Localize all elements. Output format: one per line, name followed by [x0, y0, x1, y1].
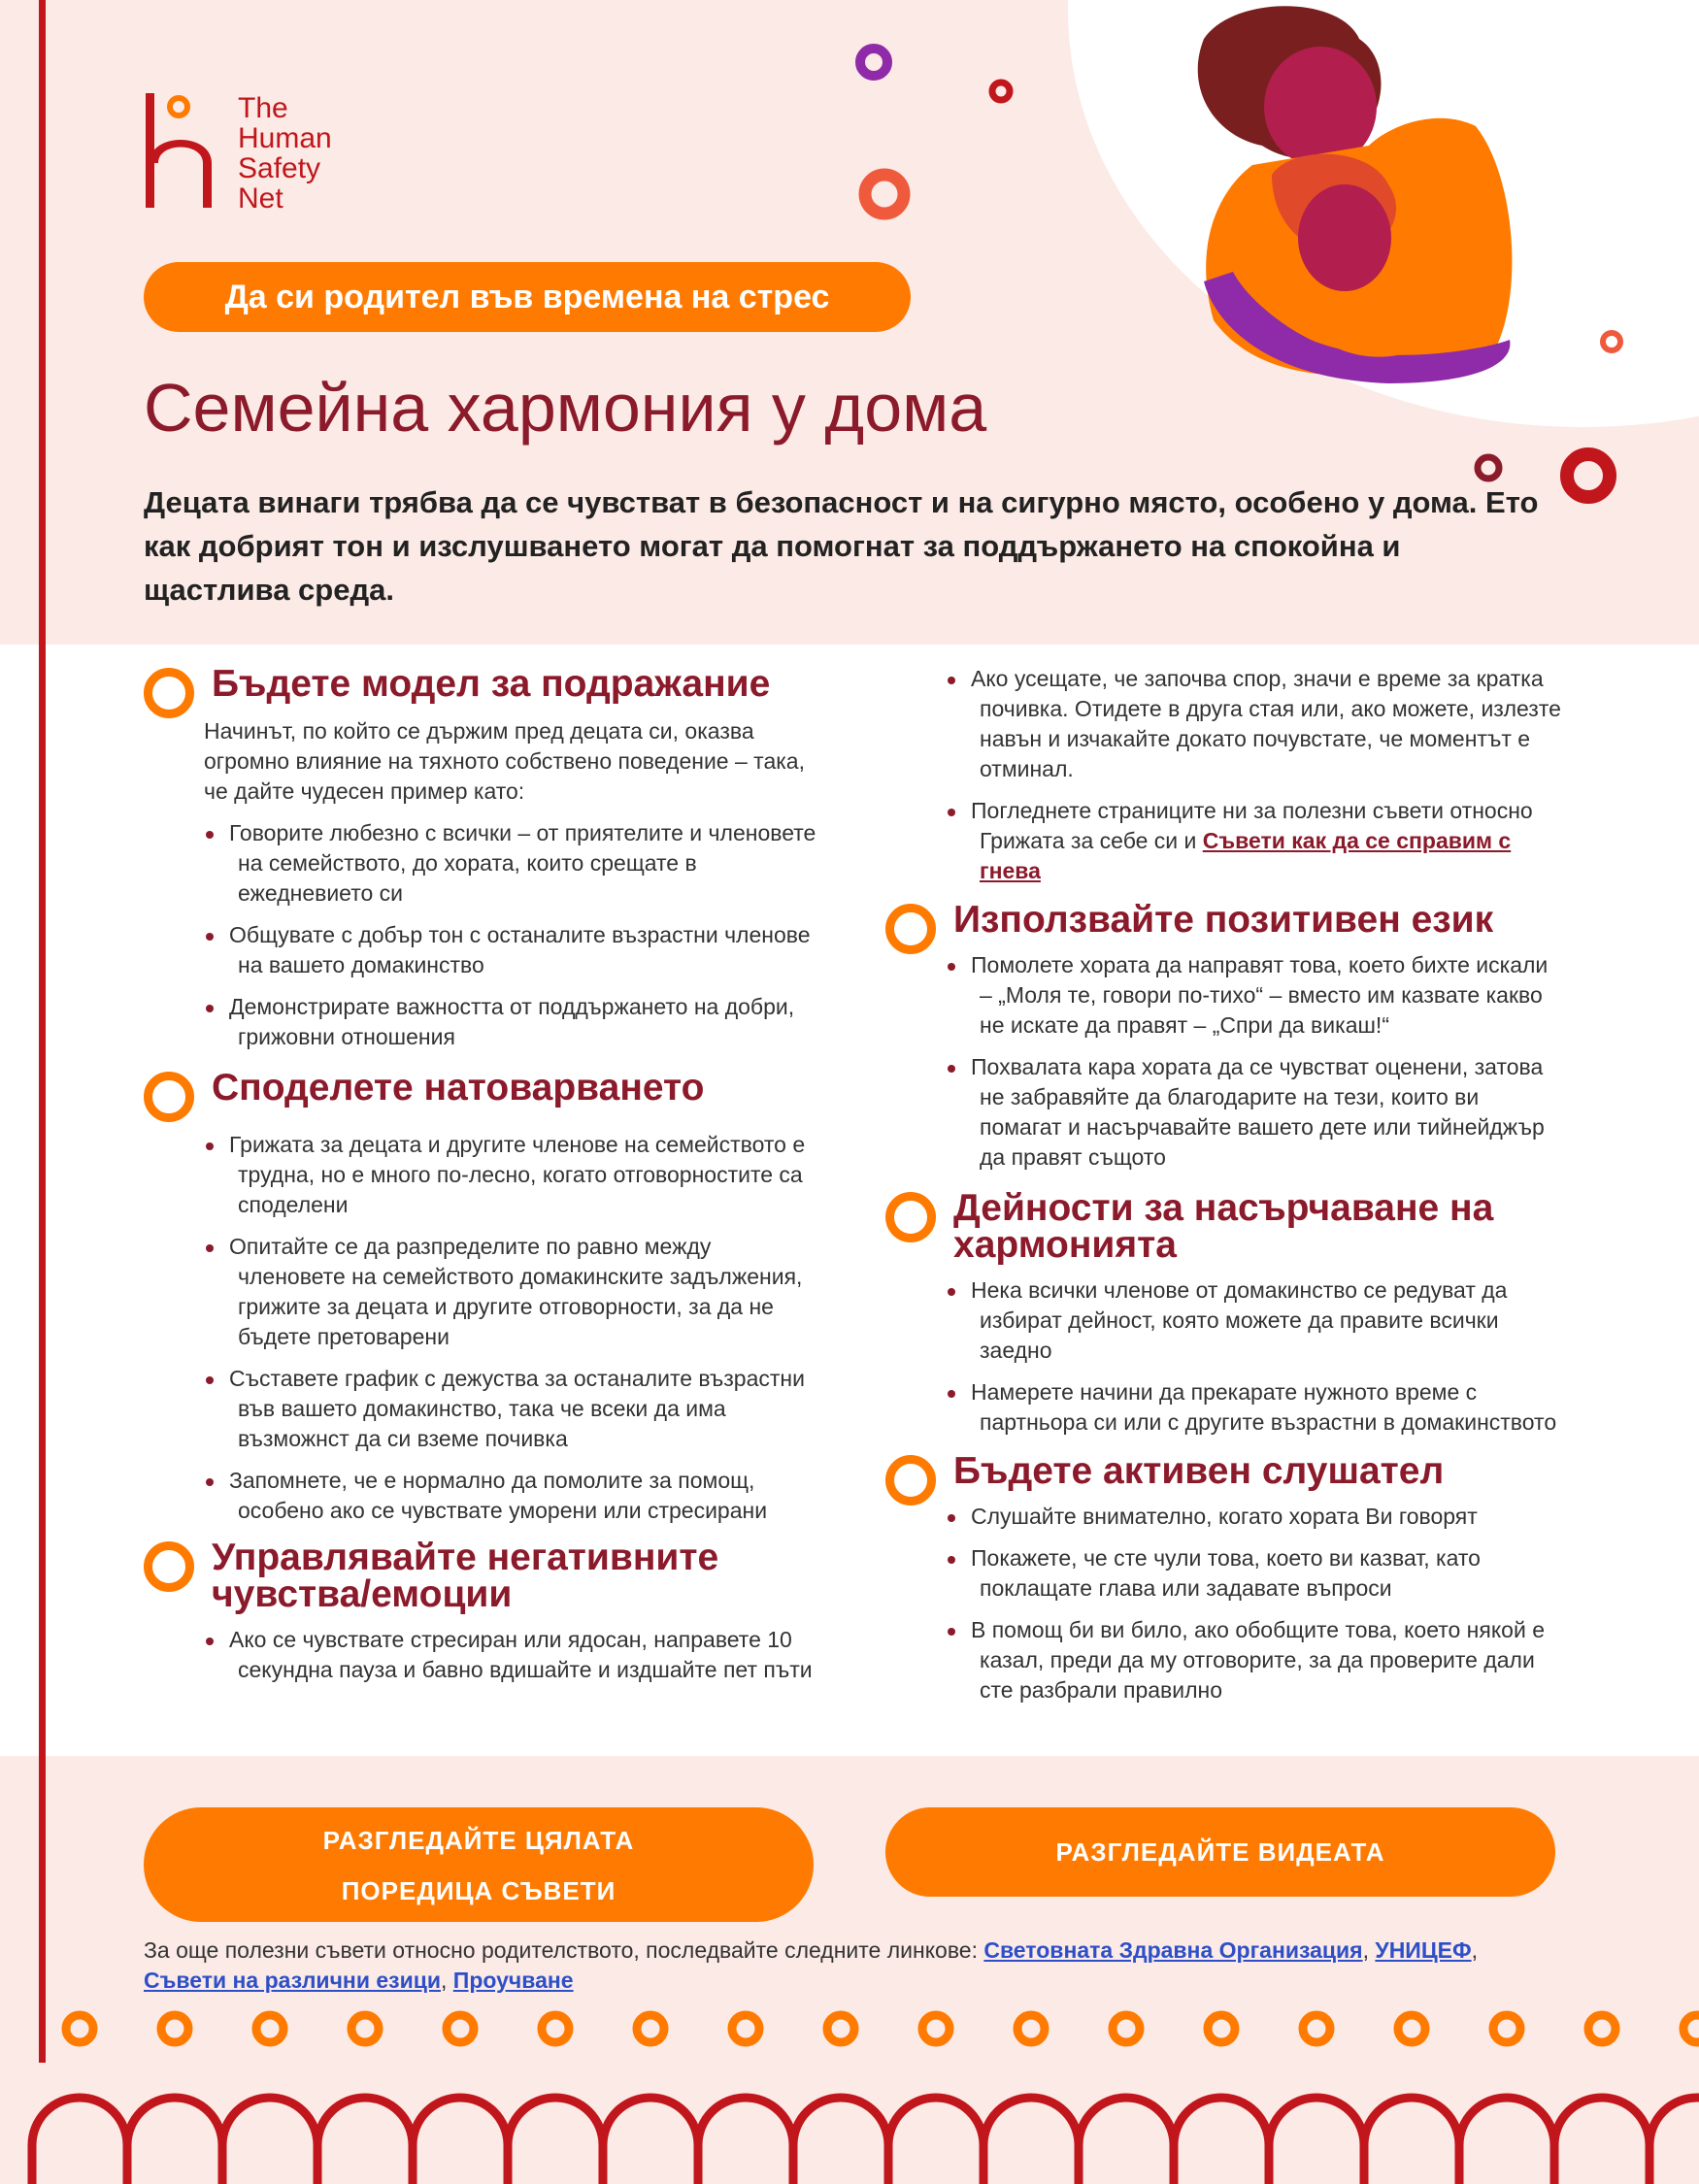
bullet-list	[144, 1625, 823, 1685]
page-title: Семейна хармония у дома	[144, 370, 987, 446]
decorative-ring	[1303, 2015, 1330, 2042]
section-title: Бъдете модел за подражание	[212, 663, 771, 705]
bullet-list	[144, 818, 823, 1052]
right-column	[885, 666, 1565, 1705]
section-title: Управлявайте негативните чувства/емоции	[212, 1537, 719, 1615]
list-item: В помощ би ви било, ако обобщите това, което някой е казал, преди да му отговорите, за да проверите дали сте разбрали правилно	[885, 1615, 1565, 1705]
list-item: Ако усещате, че започва спор, значи е време за кратка почивка. Отидете в друга стая или, ако можете, излезте навън и изчакайте докато почувстате, че моментът е отминал.	[885, 664, 1565, 784]
logo-line: The	[238, 92, 288, 124]
list-item: Похвалата кара хората да се чувстват оценени, затова не забравяйте да благодарите на тези, които ви помагат и насърчавайте вашето дете или тийнейджър да правят същото	[885, 1052, 1565, 1173]
section-share-load	[144, 1067, 823, 1526]
intro-paragraph: Децата винаги трябва да се чувстват в безопасност и на сигурно място, особено у дома. Ето как добрият тон и изслушването могат да помогнат за поддържането на спокойна и щастлива среда.	[144, 485, 1539, 607]
decorative-ring	[1208, 2015, 1235, 2042]
who-link[interactable]: Световната Здравна Организация	[983, 1937, 1363, 1963]
section-negative-feelings	[144, 1539, 823, 1685]
decorative-ring	[542, 2015, 569, 2042]
ring-bullet-icon	[885, 1455, 936, 1506]
list-item: Опитайте се да разпределите по равно между членовете на семейството домакинските задължения, грижите за децата и другите отговорности, за да не бъдете претоварени	[144, 1232, 823, 1352]
bullet-list	[885, 1275, 1565, 1438]
decorative-ring	[351, 2015, 379, 2042]
list-item: Намерете начини да прекарате нужното време с партньора си или с другите възрастни в домакинството	[885, 1377, 1565, 1438]
decorative-arch	[508, 2098, 603, 2184]
section-active-listener	[885, 1450, 1565, 1705]
section-title: Бъдете активен слушател	[953, 1450, 1445, 1492]
decorative-ring	[1493, 2015, 1520, 2042]
decorative-arches-footer	[0, 2000, 1699, 2184]
section-positive-language	[885, 899, 1565, 1173]
section-header	[144, 1067, 823, 1118]
ring-bullet-icon	[144, 668, 194, 718]
anger-tips-link[interactable]: Съвети как да се справим с гнева	[980, 828, 1512, 883]
decorative-ring	[66, 2015, 93, 2042]
section-role-model	[144, 663, 823, 1052]
decorative-ring	[1683, 2015, 1699, 2042]
bullet-list	[885, 1502, 1565, 1705]
view-videos-button[interactable]: РАЗГЛЕДАЙТЕ ВИДЕАТА	[885, 1807, 1555, 1897]
list-item: Нека всички членове от домакинство се редуват да избират дейност, която можете да правите всички заедно	[885, 1275, 1565, 1366]
section-harmony-activities	[885, 1187, 1565, 1438]
decorative-ring	[447, 2015, 474, 2042]
list-item: Съставете график с дежуства за останалите възрастни във вашето домакинство, така че всеки да има възможнст да си вземе почивка	[144, 1364, 823, 1454]
section-title: Споделете натоварването	[212, 1067, 705, 1109]
ring-bullet-icon	[885, 904, 936, 954]
decorative-ring	[1017, 2015, 1045, 2042]
list-item-text: Погледнете страниците ни за полезни съвети относно Грижата за себе си и	[971, 798, 1533, 853]
list-item: Демонстрирате важността от поддържането на добри, грижовни отношения	[144, 992, 823, 1052]
logo-line: Human	[238, 122, 332, 154]
left-accent-rule	[39, 0, 46, 2063]
bullet-list	[144, 1130, 823, 1526]
decorative-ring	[1398, 2015, 1425, 2042]
decorative-arch	[793, 2098, 888, 2184]
list-item: Грижата за децата и другите членове на семейството е трудна, но е много по-лесно, когато отговорностите са споделени	[144, 1130, 823, 1220]
section-intro: Начинът, по който се държим пред децата си, оказва огромно влияние на тяхното собствено поведение – така, че дайте чудесен пример като:	[204, 718, 805, 804]
human-safety-net-logo-icon	[144, 93, 221, 210]
decorative-ring	[256, 2015, 283, 2042]
decorative-arch	[1079, 2098, 1174, 2184]
languages-link[interactable]: Съвети на различни езици	[144, 1968, 441, 1993]
decorative-arch	[1459, 2098, 1554, 2184]
list-item: Помолете хората да направят това, което бихте искали – „Моля те, говори по-тихо“ – вместо им казвате какво не искате да правят – „Спри да викаш!“	[885, 950, 1565, 1041]
series-pill-label: Да си родител във времена на стрес	[144, 262, 911, 332]
list-item: Говорите любезно с всички – от приятелите и членовете на семейството, до хората, които срещате в ежедневието си	[144, 818, 823, 909]
decorative-arch	[698, 2098, 793, 2184]
ring-bullet-icon	[144, 1072, 194, 1122]
decorative-ring	[922, 2015, 949, 2042]
decorative-arch	[1269, 2098, 1364, 2184]
list-item	[885, 796, 1565, 886]
section-header	[144, 1539, 823, 1613]
decorative-arch	[317, 2098, 413, 2184]
decorative-arch	[1364, 2098, 1459, 2184]
decorative-arch	[1649, 2098, 1699, 2184]
decorative-arch	[127, 2098, 222, 2184]
decorative-ring	[827, 2015, 854, 2042]
section-header	[885, 899, 1565, 950]
research-link[interactable]: Проучване	[452, 1968, 574, 1993]
decorative-ring	[161, 2015, 188, 2042]
footer-text: За още полезни съвети относно родителството, последвайте следните линкове:	[144, 1937, 984, 1963]
decorative-arch	[603, 2098, 698, 2184]
button-label-line: РАЗГЛЕДАЙТЕ ЦЯЛАТА	[322, 1826, 635, 1855]
decorative-arch	[1174, 2098, 1269, 2184]
decorative-arch	[222, 2098, 317, 2184]
decorative-ring	[1588, 2015, 1616, 2042]
decorative-ring	[732, 2015, 759, 2042]
section-header	[885, 1187, 1565, 1266]
logo-line: Net	[238, 182, 283, 215]
section-title: Използвайте позитивен език	[953, 899, 1494, 941]
list-item: Запомнете, че е нормално да помолите за помощ, особено ако се чувствате уморени или стресирани	[144, 1466, 823, 1526]
section-header	[144, 663, 823, 714]
left-column	[144, 663, 823, 1685]
view-series-button[interactable]	[144, 1807, 814, 1922]
decorative-ring	[1113, 2015, 1140, 2042]
bullet-list	[885, 950, 1565, 1173]
decorative-arch	[413, 2098, 508, 2184]
logo-wordmark	[238, 93, 332, 214]
list-item: Общувате с добър тон с останалите възрастни членове на вашето домакинство	[144, 920, 823, 980]
ring-bullet-icon	[144, 1541, 194, 1592]
list-item: Ако се чувствате стресиран или ядосан, направете 10 секундна пауза и бавно вдишайте и издшайте пет пъти	[144, 1625, 823, 1685]
section-header	[885, 1450, 1565, 1502]
section-title: Дейности за насърчаване на хармонията	[953, 1187, 1494, 1266]
list-item: Слушайте внимателно, когато хората Ви говорят	[885, 1502, 1565, 1532]
ring-bullet-icon	[885, 1192, 936, 1242]
button-label-line: ПОРЕДИЦА СЪВЕТИ	[341, 1876, 616, 1905]
unicef-link[interactable]: УНИЦЕФ	[1375, 1937, 1472, 1963]
decorative-ring	[637, 2015, 664, 2042]
decorative-arch	[1554, 2098, 1649, 2184]
decorative-arch	[983, 2098, 1079, 2184]
footer-links-paragraph: За още полезни съвети относно родителството, последвайте следните линкове: Световната Здравна Организация, УНИЦЕФ, Съвети на различни езици, Проучване	[144, 1937, 1479, 1993]
decorative-arch	[32, 2098, 127, 2184]
decorative-arch	[888, 2098, 983, 2184]
bullet-list-continued	[885, 664, 1565, 886]
logo-line: Safety	[238, 152, 321, 184]
list-item: Покажете, че сте чули това, което ви казват, като поклащате глава или задавате въпроси	[885, 1543, 1565, 1604]
